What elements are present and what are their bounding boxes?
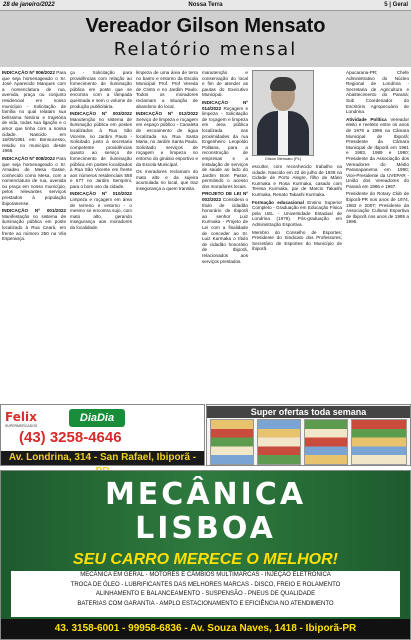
product-shelf-image (351, 419, 407, 465)
header-paper: Nossa Terra (188, 2, 223, 8)
service-line: TROCA DE ÓLEO - LUBRIFICANTES DAS MELHORES MARCAS - DISCO, FREIO E ROLAMENTO (70, 581, 341, 588)
para-text: Membro do Conselho de Esportes; Presidente do Sindicato dos Professores; Secretário de Esportes do Município de Ibiporã. (252, 229, 342, 252)
page-header (0, 0, 411, 11)
photo-hair (270, 77, 296, 91)
column-3 (136, 70, 198, 394)
photo-shirt (278, 111, 288, 155)
header-section: 5 | Geral (384, 2, 408, 8)
column-1 (2, 70, 66, 394)
para-text: ça - Solicitação para providências com relação ao fornecimento de iluminação pública em poste que se encontra com a lâmpada queimada e sem o volume de produção publicitária. (70, 70, 132, 109)
ad-contact-footer: 43. 3158-6001 - 99958-6836 - Av. Souza Naves, 1418 - Ibiporã-PR (1, 619, 410, 639)
para-heading: INDICAÇÃO Nº 014/2022 (202, 99, 248, 111)
para-text: Limpeza e roçagem em área de terreno e entorno - o mesmo se encontra sujo, com mato alto, gerando insegurança aos moradores da localidade. (70, 197, 132, 231)
para-heading: Atividade Política (346, 116, 387, 122)
para-text: escultor, com reconhecido trabalho na cidade. Nascido em 22 de julho de 1939 na Cidade de Porto Alegre, filho de Mário Kurmaka e Rosa Kurmaka, casado com Teresa Kurmaka, pai de Marcio Takashi Kurmaka, Renato Takashi Kurmaka. (252, 164, 342, 197)
product-shelf-image (210, 419, 254, 465)
para-heading: INDICAÇÃO Nº 010/2022 (70, 191, 132, 197)
ad-brand-line2: LISBOA (135, 511, 276, 546)
felix-supermarket-ad (0, 404, 205, 466)
para-text: Para que seja homenageado o Sr. Amadeu de Mesa Gasse, conhecido como Mesa, com a nomenclatura de rua, avenida ou praça em nosso município, pelos relevantes serviços prestados à população ibiporanense. (2, 155, 66, 206)
para-text: Presidente do Rotary Club de Ibiporã-PR nos anos de 1974, 1983 e 2007; Presidente da Associação Cultural Esportiva de Ibiporã nos anos de 1995 a 1996. (346, 191, 409, 225)
article-title: Vereador Gilson Mensato (85, 15, 326, 37)
para-heading: INDICAÇÃO Nº 001/2022 (2, 208, 66, 214)
ad-brand-line1: MECÂNICA (104, 477, 307, 512)
felix-logo (5, 408, 65, 426)
para-text: Apucarana-PR; Chefe Administrativo do Núcleo Regional de Londrina - Secretaria de Agricultura e Abastecimento do Paraná; Sub Coordenador do Escritório Agropecuário de Londrina. (346, 70, 409, 115)
para-heading: Formação educacional (252, 199, 304, 205)
product-shelf-image (257, 419, 301, 465)
ad-address: Av. Londrina, 314 - San Rafael, Ibiporã - (1, 451, 204, 465)
service-line: BATERIAS COM GARANTIA - AMPLO ESTACIONAMENTO E EFICIÊNCIA NO ATENDIMENTO (77, 600, 334, 607)
ad-tagline: SEU CARRO MERECE O MELHOR! (73, 551, 338, 568)
para-text: manutenção e conservação do local e fim de atender as pautas do Executivo Municipal. (202, 70, 248, 98)
felix-logo-sub: SUPERMERCADOS (5, 424, 38, 428)
para-heading: INDICAÇÃO Nº 003/2022 (70, 111, 132, 117)
para-text: Manifestação no sistema de iluminação pública em poste localizado à Rua Ceará, em frente ao número 250 na Vila Esperança. (2, 213, 66, 242)
product-shelf-image (304, 419, 348, 465)
ad-services (11, 571, 400, 617)
para-heading: INDICAÇÃO Nº 008/2022 (2, 155, 55, 161)
photo-caption: Gilson Mensato (PL) (264, 156, 302, 161)
column-2 (70, 70, 132, 394)
service-line: ALINHAMENTO E BALANCEAMENTO - SUSPENSÃO - PNEUS DE QUALIDADE (95, 591, 316, 597)
para-heading: INDICAÇÃO Nº 012/2022 (136, 111, 198, 117)
header-date: 28 de janeiro/2022 (3, 2, 55, 8)
felix-logo-text: Felix (5, 410, 37, 424)
councilman-photo (252, 70, 314, 156)
para-text: Os moradores reclamam do mato alto e da sujeira acumulada no local, que traz insegurança a quem transita. (136, 169, 198, 191)
offers-ad (206, 404, 411, 466)
para-text: Ensino Superior Completo - Graduação em Educação Física pela UEL - Universidade Estadual de Londrina (1976). Pós-graduação em Administração Esportiva. (252, 199, 342, 227)
para-text: Para que seja homenageado o Sr. José Aparecido Marques com a nomenclatura de rua, avenida, praça ou conjunto residencial em nosso município - Solicitação de família no qual relatam sua belíssima história e trajetória de vida, todas sua ligação e o amor que tinha com a nossa cidade. Nascido em 16/09/1951 em Bonsucesso, residiu no município desde 1968. (2, 70, 66, 154)
para-text: limpeza de uma área de terra no bairro e entorno da Escola Municipal Prof. Prof Vereda de Cristo e no Jardim Paulo. Todos os moradores reclamam a situação de abandono do local. (136, 70, 198, 109)
offers-title: Super ofertas toda semana (207, 406, 410, 418)
article-columns (0, 70, 411, 394)
column-6 (346, 70, 409, 394)
para-text: Serviço de limpeza e roçagem em espaço público - Canaleta de escoamento de água localizada na Rua Santa Maria, no Jardim Santa Paula. Solicitado serviços de roçagem e limpeza no entorno do ginásio esportivo e da Escola Municipal. (136, 116, 198, 167)
article-banner (0, 11, 411, 67)
mecanica-lisboa-ad (0, 470, 411, 640)
column-5 (252, 164, 342, 394)
article-subtitle: Relatório mensal (113, 39, 298, 60)
para-heading: INDICAÇÃO Nº 006/2022 (2, 70, 55, 75)
ad-phone: (43) 3258-4646 (19, 429, 122, 446)
diadia-logo: DiaDia (69, 409, 125, 427)
para-heading: PROJETO DE LEI Nº 002/2022 (202, 191, 248, 203)
column-4 (202, 70, 248, 394)
para-text: Manutenção no sistema de iluminação pública em postes localizados à Rua São Vicente, no Jardim Paulo - Solicitado junto à secretaria competente providências quanto ao serviço de fornecimento de iluminação pública em postes localizados à Rua São Vicente em frente aos números residenciais 558 e 577 no Jardim Semprini, para o bom uso da cidade. (70, 116, 132, 189)
para-text: Roçagem e limpeza - Solicitação de roçagem e limpeza em área pública localizada nas proximidades da rua Engenheiro Leopoldo Politana, para a reconstrução de empresas e a instalação de serviços de saúde ao lado do Jardim Bom Pastor, permitindo o acesso dos moradores locais. (202, 105, 248, 189)
service-line: MECÂNICA EM GERAL - MOTORES E CÂMBIOS MULTIMARCAS - INJEÇÃO ELETRÔNICA (80, 572, 331, 578)
para-text: Considera o título de cidadão honorário de Ibiporã ao senhor Luiz Kurmaka - Projeto de Lei com a finalidade de conceder ao Sr. Luiz Kurmaka o título de cidadão honorário de Ibiporã, relacionados aos serviços prestados. (202, 197, 248, 264)
para-text: Vereador eleito e reeleito entre os anos de 1976 a 1996 na Câmara Municipal de Ibiporã; Presidente da Câmara Municipal de Ibiporã em 1981 e 1983, 1989 e 1990; Presidente da Associação dos Vereadores do Médio Paranapanema em 1990; Vice-Presidente da UVEPAR - União dos Vereadores do Paraná em 1986 e 1997. (346, 116, 409, 189)
